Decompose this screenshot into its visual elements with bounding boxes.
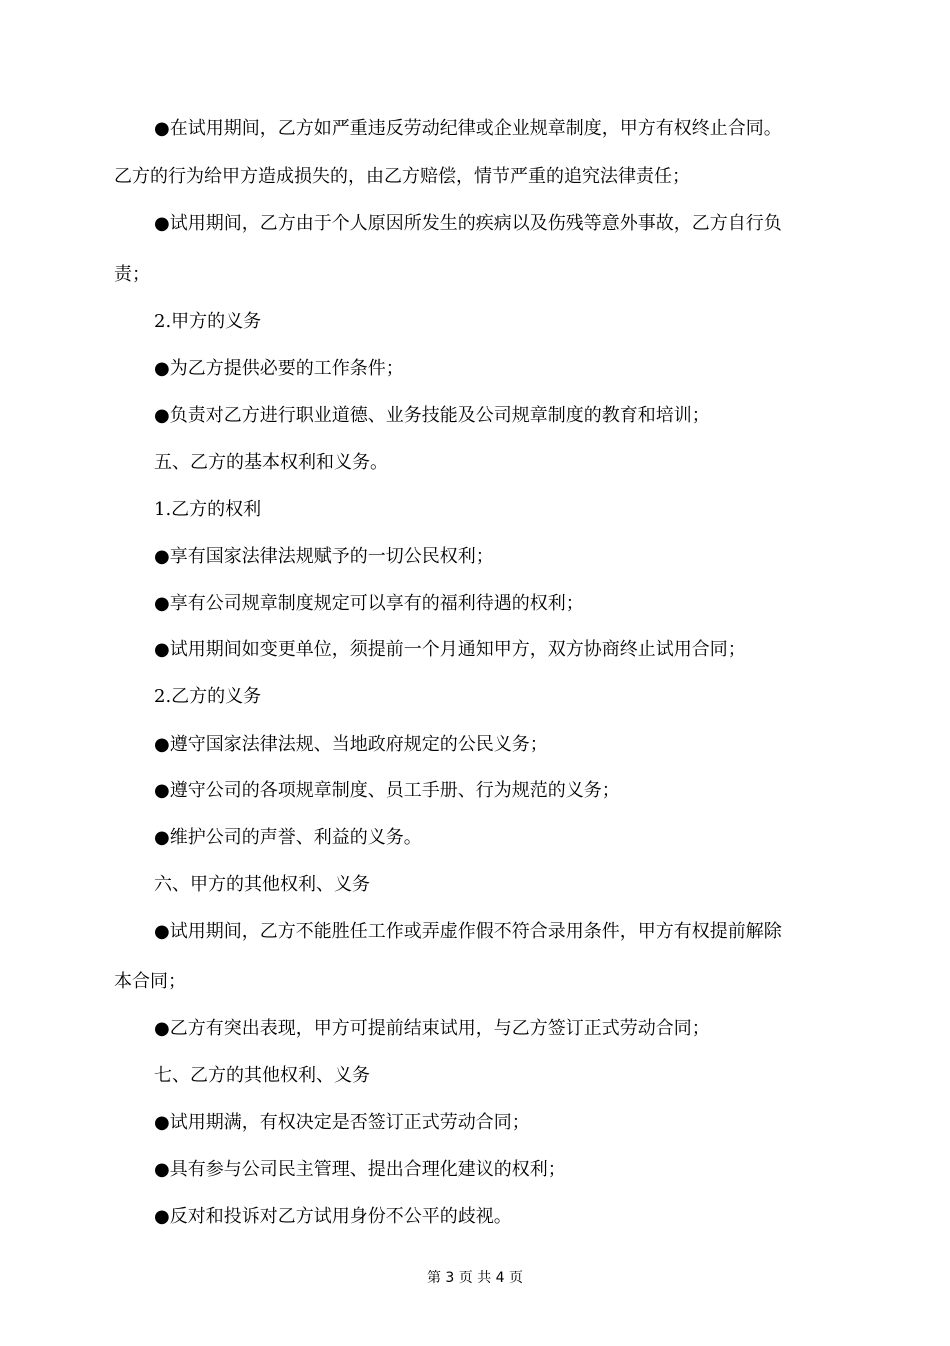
page-number-footer: 第 3 页 共 4 页	[426, 1270, 524, 1286]
list-item: ●为乙方提供必要的工作条件；	[154, 358, 404, 379]
paragraph-1-line-1: ●在试用期间，乙方如严重违反劳动纪律或企业规章制度，甲方有权终止合同。	[154, 118, 782, 139]
heading-party-b-rights: 1.乙方的权利	[154, 499, 262, 520]
list-item: ●具有参与公司民主管理、提出合理化建议的权利；	[154, 1159, 566, 1180]
list-item: ●试用期间如变更单位，须提前一个月通知甲方，双方协商终止试用合同；	[154, 639, 746, 660]
list-item: ●享有公司规章制度规定可以享有的福利待遇的权利；	[154, 593, 584, 614]
list-item: ●遵守公司的各项规章制度、员工手册、行为规范的义务；	[154, 780, 620, 801]
list-item: ●反对和投诉对乙方试用身份不公平的歧视。	[154, 1206, 512, 1227]
list-item: ●享有国家法律法规赋予的一切公民权利；	[154, 546, 494, 567]
paragraph-16-line-2: 本合同；	[114, 971, 186, 992]
heading-party-b-obligations: 2.乙方的义务	[154, 686, 262, 707]
list-item: ●维护公司的声誉、利益的义务。	[154, 827, 422, 848]
heading-party-a-obligations: 2.甲方的义务	[154, 311, 262, 332]
list-item: ●乙方有突出表现，甲方可提前结束试用，与乙方签订正式劳动合同；	[154, 1018, 710, 1039]
list-item: ●负责对乙方进行职业道德、业务技能及公司规章制度的教育和培训；	[154, 405, 710, 426]
paragraph-2-line-2: 责；	[114, 264, 150, 285]
list-item: ●试用期满，有权决定是否签订正式劳动合同；	[154, 1112, 530, 1133]
list-item: ●遵守国家法律法规、当地政府规定的公民义务；	[154, 734, 548, 755]
section-heading-7: 七、乙方的其他权利、义务	[154, 1065, 370, 1086]
paragraph-1-line-2: 乙方的行为给甲方造成损失的，由乙方赔偿，情节严重的追究法律责任；	[114, 166, 690, 187]
paragraph-16-line-1: ●试用期间，乙方不能胜任工作或弄虚作假不符合录用条件，甲方有权提前解除	[154, 921, 782, 942]
section-heading-5: 五、乙方的基本权利和义务。	[154, 452, 388, 473]
paragraph-2-line-1: ●试用期间，乙方由于个人原因所发生的疾病以及伤残等意外事故，乙方自行负	[154, 213, 782, 234]
section-heading-6: 六、甲方的其他权利、义务	[154, 874, 370, 895]
